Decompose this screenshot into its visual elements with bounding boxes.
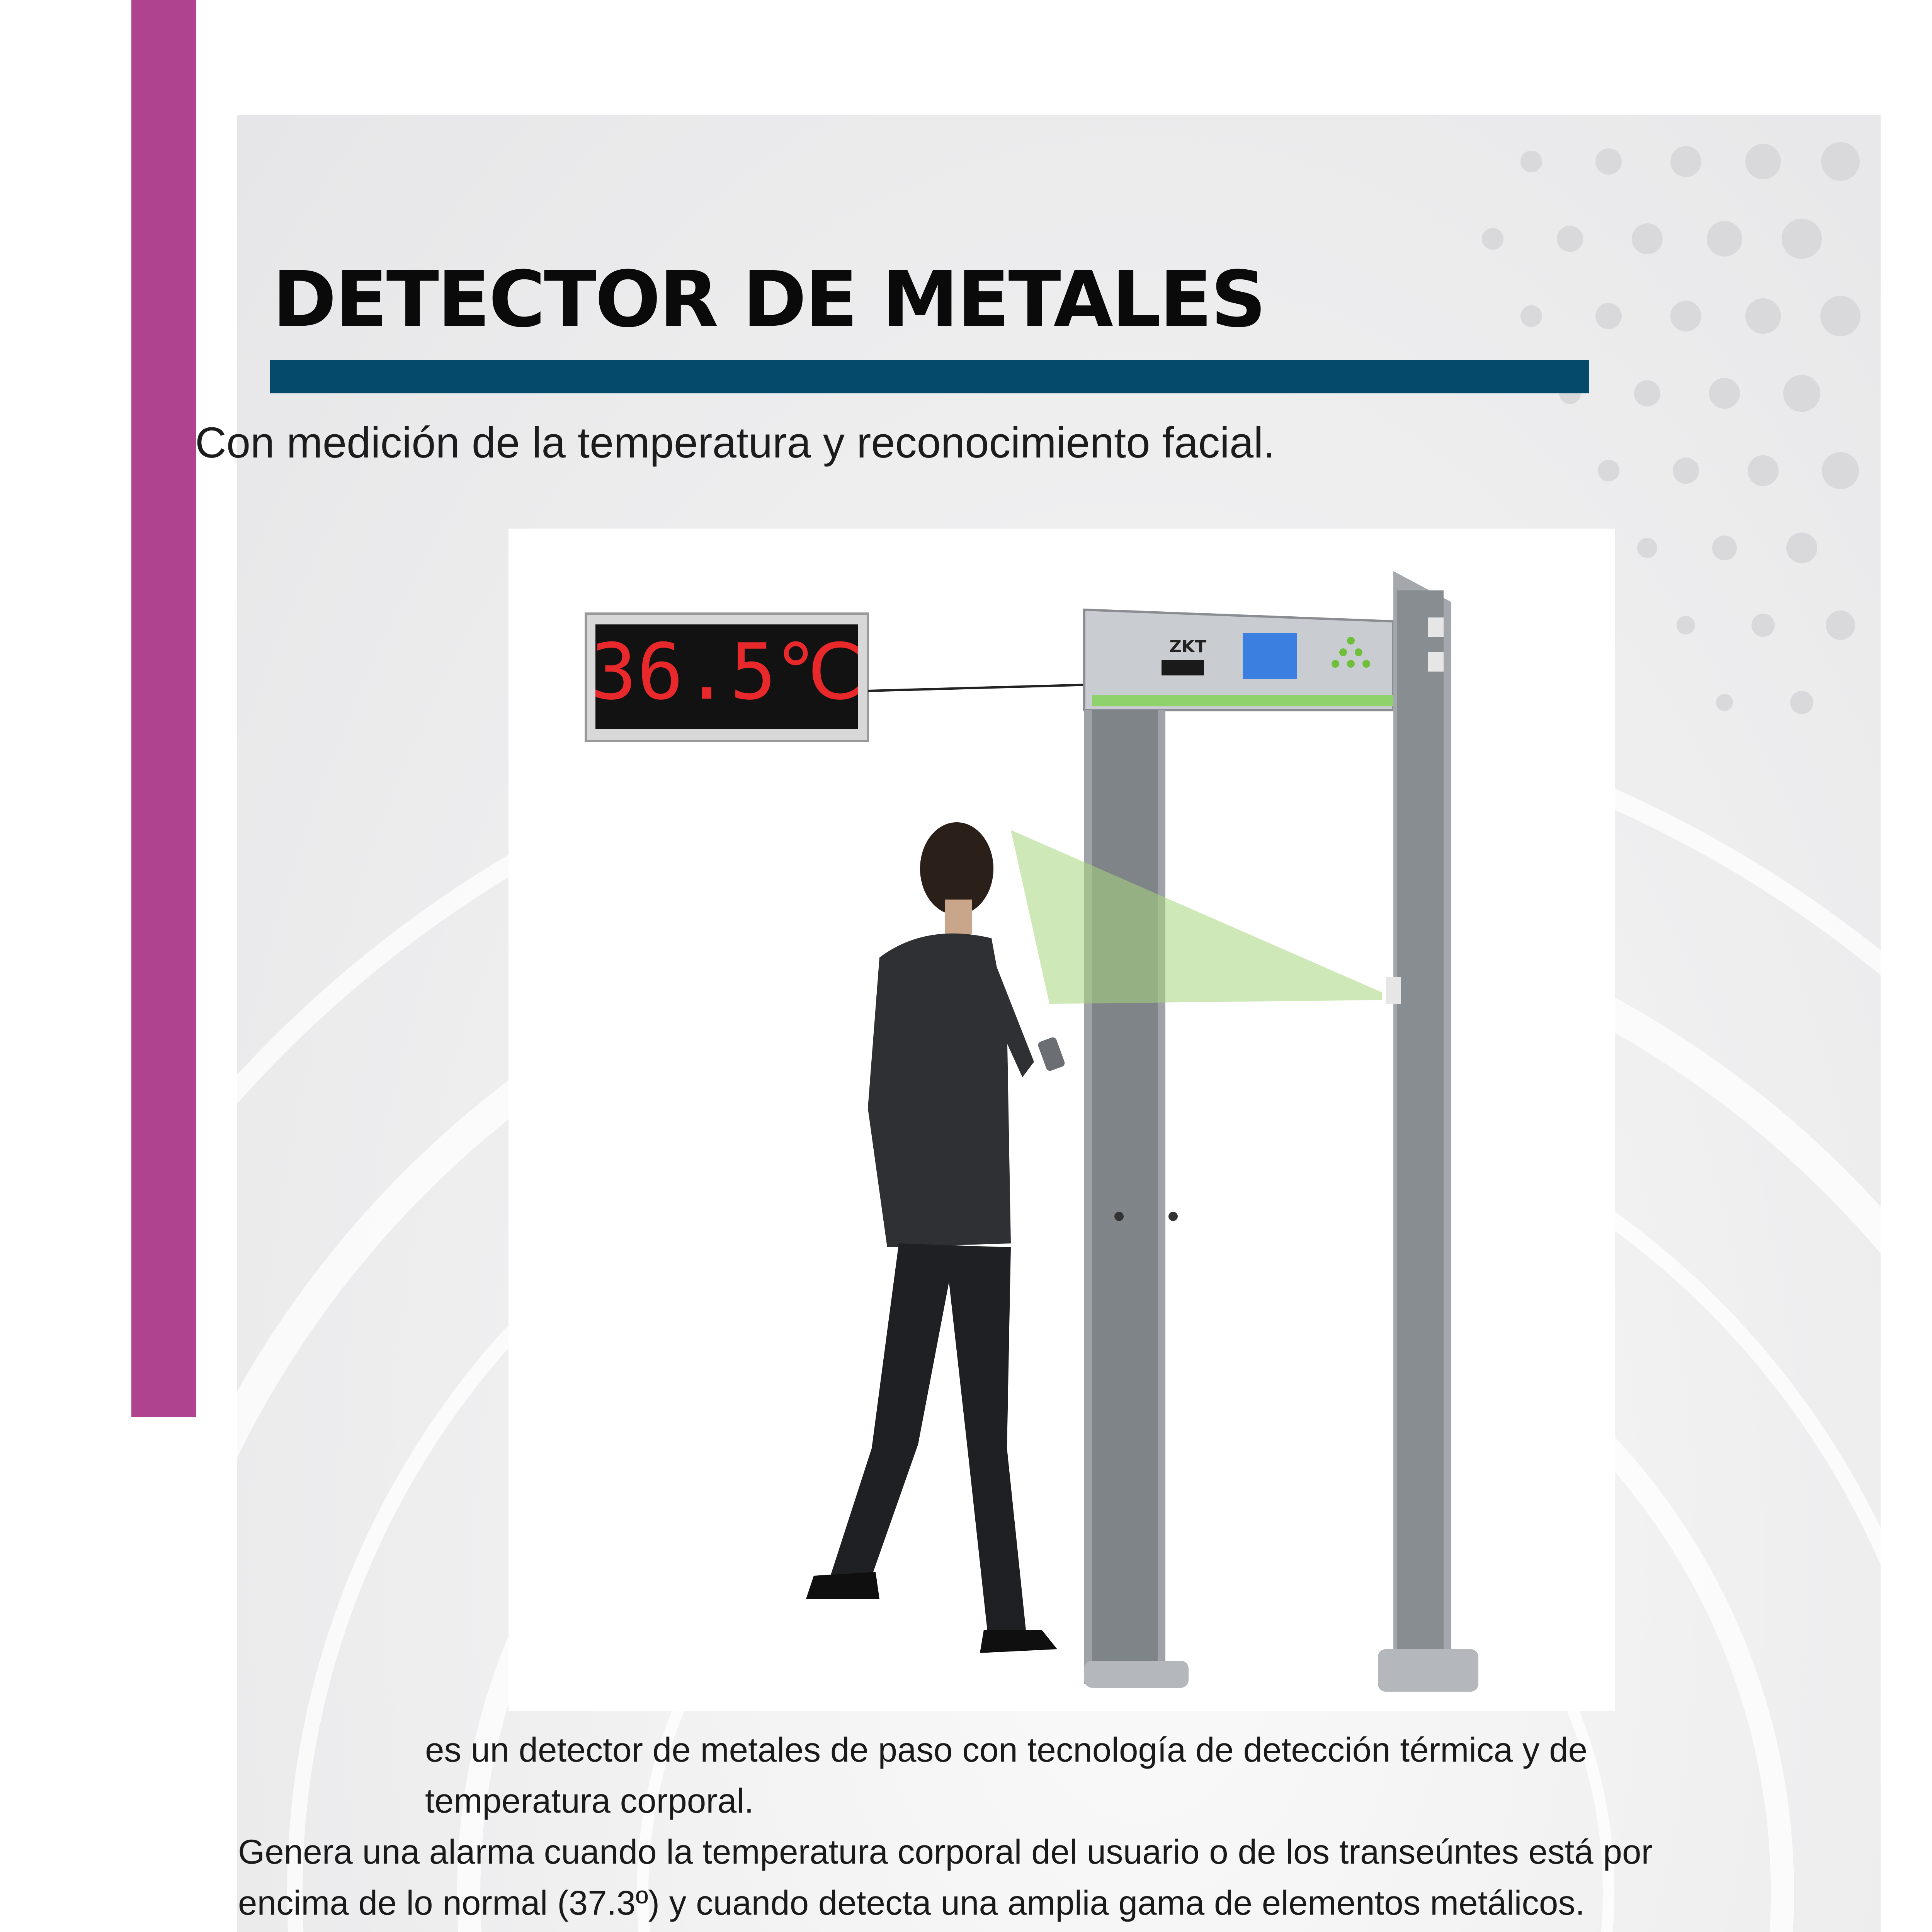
walk-through-detector-illustration — [509, 529, 1615, 1711]
page-subtitle: Con medición de la temperatura y reconocimiento facial. — [195, 418, 1276, 467]
brand-mark: ZKT — [1169, 637, 1207, 656]
walking-person — [806, 822, 1066, 1653]
page-title: DETECTOR DE METALES — [272, 255, 1265, 345]
description-paragraph-2: Genera una alarma cuando la temperatura corporal del usuario o de los transeúntes está por encima de lo normal (37.3º) y cuando detecta una amplia gama de elementos metálicos. — [238, 1832, 1653, 1922]
sensor-beam — [1011, 830, 1382, 1004]
display-reading: 36.5℃ — [590, 627, 864, 717]
accent-bar — [131, 0, 196, 1417]
description — [238, 1724, 1745, 1928]
title-underline — [270, 360, 1589, 393]
product-photo — [509, 529, 1615, 1711]
temperature-display — [586, 614, 868, 741]
gate-frame — [1084, 571, 1478, 1692]
description-paragraph-1: es un detector de metales de paso con tecnología de detección térmica y de temperatura corporal. — [425, 1730, 1588, 1820]
